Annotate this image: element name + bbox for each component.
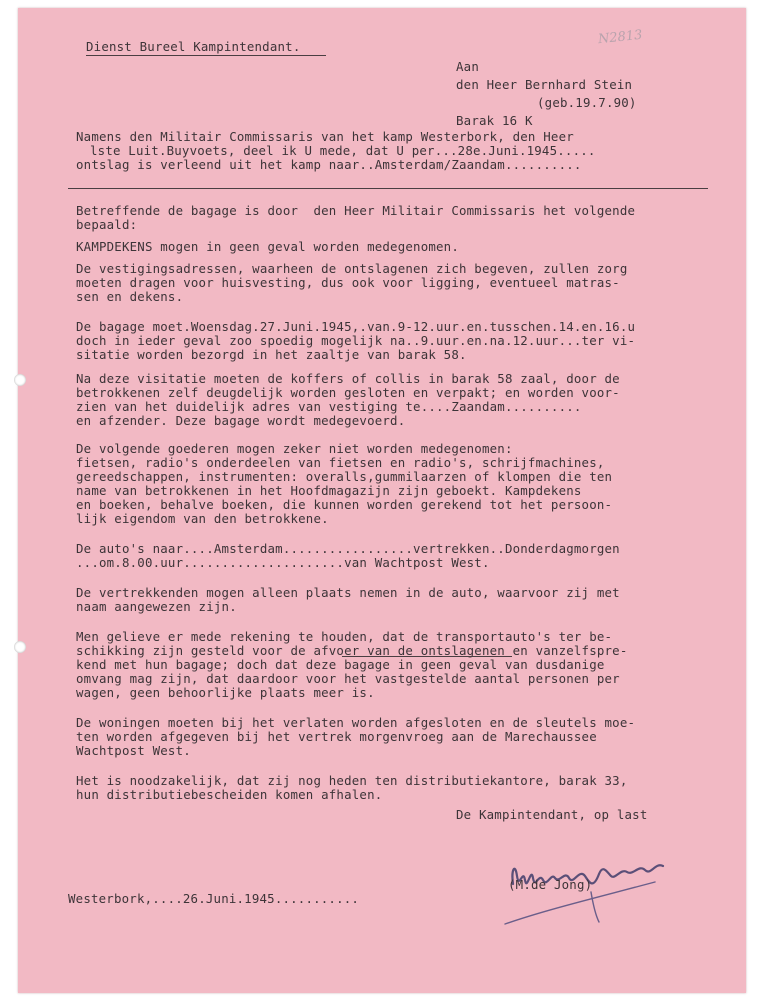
body-line: Betreffende de bagage is door den Heer Militair Commissaris het volgende	[76, 203, 636, 218]
punch-hole-top	[14, 374, 26, 386]
body-line: De vertrekkenden mogen alleen plaats nemen in de auto, waarvoor zij met	[76, 585, 620, 600]
body-line: ...om.8.00.uur.....................van Wachtpost West.	[76, 555, 490, 570]
body-line: naam aangewezen zijn.	[76, 599, 237, 614]
recipient-line: Barak 16 K	[456, 113, 533, 128]
body-line: KAMPDEKENS mogen in geen geval worden medegenomen.	[76, 239, 459, 254]
body-line: Men gelieve er mede rekening te houden, dat de transportauto's ter be-	[76, 629, 613, 644]
pencil-archive-number: N2813	[597, 27, 644, 48]
separator-rule	[68, 188, 708, 189]
body-line: De vestigingsadressen, waarheen de ontslagenen zich begeven, zullen zorg	[76, 261, 628, 276]
body-line: gereedschappen, instrumenten: overalls,gummilaarzen of klompen die ten	[76, 469, 613, 484]
signatory-name: (M.de Jong)	[508, 877, 593, 892]
punch-hole-bottom	[14, 641, 26, 653]
body-line: en afzender. Deze bagage wordt medegevoerd.	[76, 413, 406, 428]
body-line: lijk eigendom van den betrokkene.	[76, 511, 329, 526]
body-line: Na deze visitatie moeten de koffers of collis in barak 58 zaal, door de	[76, 371, 620, 386]
body-line: en boeken, behalve boeken, die kunnen worden gerekend tot het persoon-	[76, 497, 613, 512]
closing-line: De Kampintendant, op last	[456, 807, 648, 822]
header-underline	[86, 55, 326, 56]
body-line: schikking zijn gesteld voor de afvoer van de ontslagenen en vanzelfspre-	[76, 643, 628, 658]
recipient-line: (geb.19.7.90)	[537, 95, 637, 110]
place-and-date: Westerbork,....26.Juni.1945...........	[68, 891, 360, 906]
body-line: betrokkenen zelf deugdelijk worden gesloten en verpakt; en worden voor-	[76, 385, 620, 400]
recipient-line: den Heer Bernhard Stein	[456, 77, 633, 92]
recipient-line: Aan	[456, 59, 479, 74]
body-line: kend met hun bagage; doch dat deze bagage in geen geval van dusdanige	[76, 657, 605, 672]
body-line: moeten dragen voor huisvesting, dus ook voor ligging, eventueel matras-	[76, 275, 620, 290]
body-line: zien van het duidelijk adres van vestiging te....Zaandam..........	[76, 399, 582, 414]
body-line: omvang mag zijn, dat daardoor voor het vastgestelde aantal personen per	[76, 671, 620, 686]
body-line: De woningen moeten bij het verlaten worden afgesloten en de sleutels moe-	[76, 715, 636, 730]
intro-line: ontslag is verleend uit het kamp naar..Amsterdam/Zaandam..........	[76, 157, 582, 172]
letter-header: Dienst Bureel Kampintendant.	[86, 39, 301, 54]
body-line: sen en dekens.	[76, 289, 184, 304]
body-line: hun distributiebescheiden komen afhalen.	[76, 787, 383, 802]
body-line: fietsen, radio's onderdeelen van fietsen en radio's, schrijfmachines,	[76, 455, 605, 470]
body-line: sitatie worden bezorgd in het zaaltje van barak 58.	[76, 347, 467, 362]
body-line: bepaald:	[76, 217, 138, 232]
body-line: De bagage moet.Woensdag.27.Juni.1945,.van.9-12.uur.en.tusschen.14.en.16.u	[76, 319, 636, 334]
body-line: Het is noodzakelijk, dat zij nog heden ten distributiekantore, barak 33,	[76, 773, 628, 788]
intro-line: Namens den Militair Commissaris van het kamp Westerbork, den Heer	[76, 129, 574, 144]
body-line: wagen, geen behoorlijke plaats meer is.	[76, 685, 375, 700]
body-line: doch in ieder geval zoo spoedig mogelijk na..9.uur.en.na.12.uur...ter vi-	[76, 333, 636, 348]
intro-line: lste Luit.Buyvoets, deel ik U mede, dat U per...28e.Juni.1945.....	[90, 143, 596, 158]
body-line: De auto's naar....Amsterdam.................vertrekken..Donderdagmorgen	[76, 541, 620, 556]
body-line: Wachtpost West.	[76, 743, 191, 758]
body-line: ten worden afgegeven bij het vertrek morgenvroeg aan de Marechaussee	[76, 729, 597, 744]
body-line: name van betrokkenen in het Hoofdmagazijn zijn geboekt. Kampdekens	[76, 483, 582, 498]
body-line: De volgende goederen mogen zeker niet worden medegenomen:	[76, 441, 513, 456]
afvoer-underline	[342, 656, 512, 657]
